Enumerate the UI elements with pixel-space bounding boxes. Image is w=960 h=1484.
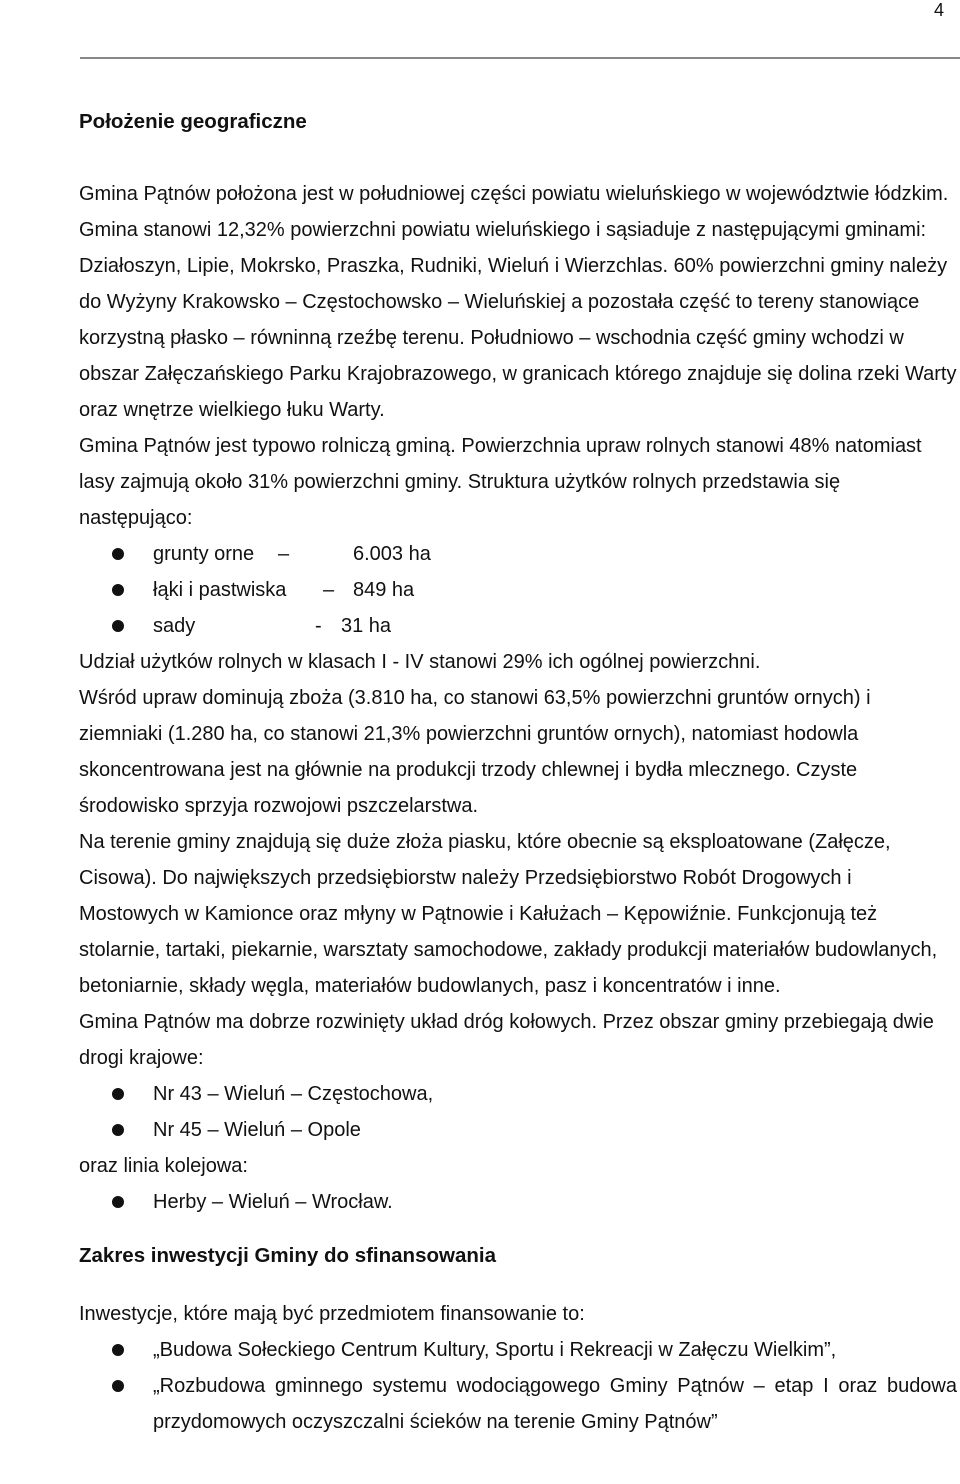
list-item-investment	[79, 1332, 957, 1368]
land-use-name: łąki i pastwiska	[153, 579, 287, 601]
page-number: 4	[933, 0, 944, 20]
paragraph: Gmina Pątnów jest typowo rolniczą gminą. Powierzchnia upraw rolnych stanowi 48% natomiast lasy zajmują około 31% powierzchni gminy. Struktura użytków rolnych przedstawia się następująco:	[79, 435, 922, 529]
list-item-land-use	[79, 608, 957, 644]
land-use-sep: –	[278, 543, 290, 565]
list-item-investment	[79, 1368, 957, 1440]
section-heading-geography: Położenie geograficzne	[79, 110, 307, 133]
paragraph: Na terenie gminy znajdują się duże złoża piasku, które obecnie są eksploatowane (Załęcze, Cisowa). Do największych przedsiębiorstw należy Przedsiębiorstwo Robót Drogowych i Mostowych w Kamionce oraz młyny w Pątnowie i Kałużach – Kępowiźnie. Funkcjonują też stolarnie, tartaki, piekarnie, warsztaty samochodowe, zakłady produkcji materiałów budowlanych, betoniarnie, składy węgla, materiałów budowlanych, pasz i koncentratów i inne.	[79, 831, 938, 997]
bullet-icon	[112, 1088, 124, 1100]
paragraph: Gmina Pątnów położona jest w południowej części powiatu wieluńskiego w województwie łódzkim. Gmina stanowi 12,32% powierzchni powiatu wieluńskiego i sąsiaduje z następującymi gminami: Działoszyn, Lipie, Mokrsko, Praszka, Rudniki, Wieluń i Wierzchlas. 60% powierzchni gminy należy do Wyżyny Krakowsko – Częstochowsko – Wieluńskiej a pozostała część to tereny stanowiące korzystną płasko – równinną rzeźbę terenu. Południowo – wschodnia część gminy wchodzi w obszar Załęczańskiego Parku Krajobrazowego, w granicach którego znajduje się dolina rzeki Warty oraz wnętrze wielkiego łuku Warty.	[79, 183, 957, 421]
paragraph: Udział użytków rolnych w klasach I - IV stanowi 29% ich ogólnej powierzchni.	[79, 651, 761, 673]
bullet-icon	[112, 548, 124, 560]
land-use-name: sady	[153, 615, 196, 637]
section-heading-investments: Zakres inwestycji Gminy do sfinansowania	[79, 1244, 496, 1267]
list-item-road	[79, 1112, 957, 1148]
investment-label: „Budowa Sołeckiego Centrum Kultury, Sportu i Rekreacji w Załęczu Wielkim”,	[153, 1339, 837, 1361]
paragraph: Inwestycje, które mają być przedmiotem finansowanie to:	[79, 1303, 585, 1325]
bullet-icon	[112, 620, 124, 632]
paragraph: Gmina Pątnów ma dobrze rozwinięty układ dróg kołowych. Przez obszar gminy przebiegają dwie drogi krajowe:	[79, 1011, 934, 1069]
paragraph: Wśród upraw dominują zboża (3.810 ha, co stanowi 63,5% powierzchni gruntów ornych) i ziemniaki (1.280 ha, co stanowi 21,3% powierzchni gruntów ornych), natomiast hodowla skoncentrowana jest na głównie na produkcji trzody chlewnej i bydła mlecznego. Czyste środowisko sprzyja rozwojowi pszczelarstwa.	[79, 687, 871, 817]
list-item-rail	[79, 1184, 957, 1220]
bullet-icon	[112, 1196, 124, 1208]
bullet-icon	[112, 1344, 124, 1356]
bullet-icon	[112, 1380, 124, 1392]
header-rule	[80, 57, 960, 59]
land-use-value: 6.003 ha	[353, 543, 431, 565]
land-use-value: 849 ha	[353, 579, 415, 601]
document-body	[79, 104, 957, 1440]
land-use-sep: -	[315, 615, 322, 637]
paragraph: oraz linia kolejowa:	[79, 1155, 248, 1177]
rail-label: Herby – Wieluń – Wrocław.	[153, 1191, 393, 1213]
list-item-road	[79, 1076, 957, 1112]
investment-label: „Rozbudowa gminnego systemu wodociągowego Gminy Pątnów – etap I oraz budowa przydomowych oczyszczalni ścieków na terenie Gminy Pątnów”	[153, 1375, 957, 1433]
list-item-land-use	[79, 536, 957, 572]
bullet-icon	[112, 1124, 124, 1136]
land-use-name: grunty orne	[153, 543, 255, 565]
road-label: Nr 45 – Wieluń – Opole	[153, 1119, 361, 1141]
list-item-land-use	[79, 572, 957, 608]
land-use-value: 31 ha	[341, 615, 392, 637]
bullet-icon	[112, 584, 124, 596]
road-label: Nr 43 – Wieluń – Częstochowa,	[153, 1083, 434, 1105]
land-use-sep: –	[323, 579, 335, 601]
